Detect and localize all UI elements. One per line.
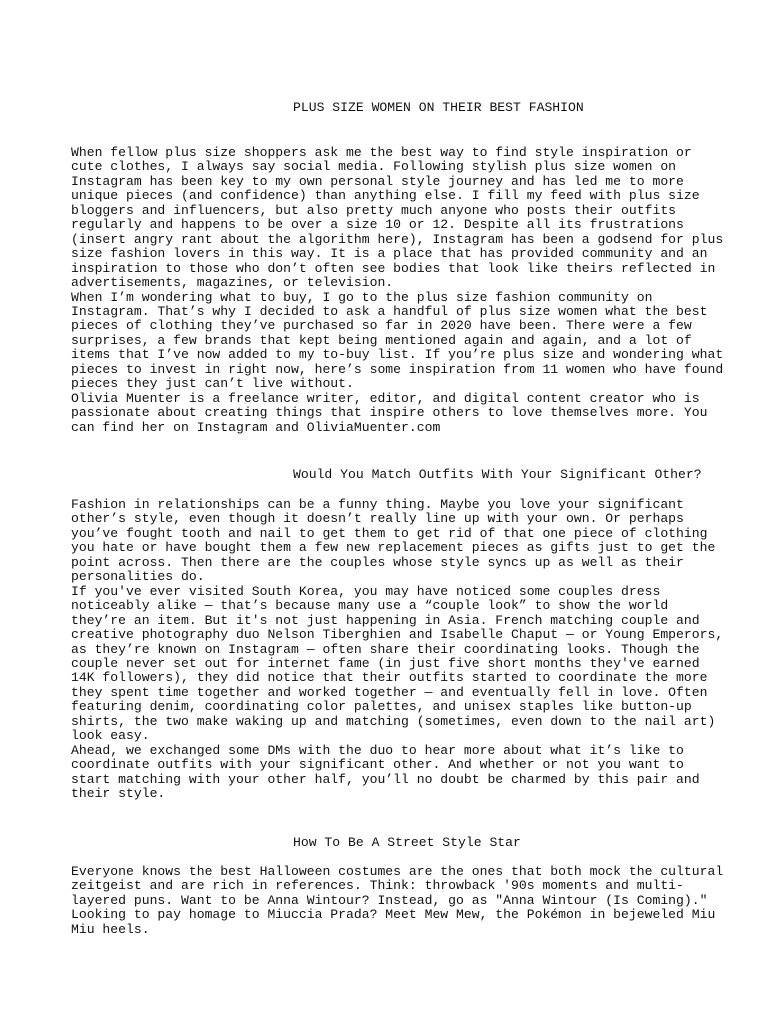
section-2-body <box>71 497 724 802</box>
section-2-paragraph-3: Ahead, we exchanged some DMs with the duo to hear more about what it’s like to coordinate outfits with your significant other. And whether or not you want to start matching with your other half, you’ll no doubt be charmed by this pair and their style. <box>71 742 700 802</box>
section-3-title: How To Be A Street Style Star <box>293 835 521 850</box>
section-3-paragraph-1: Everyone knows the best Halloween costumes are the ones that both mock the cultural zeitgeist and are rich in references. Think: throwback '90s moments and multi- layered puns. Want to be Anna Wintour? Instead, go as "Anna Wintour (Is Coming)." Looking to pay homage to Miuccia Prada? Meet Mew Mew, the Pokémon in bejeweled Miu Miu heels. <box>71 864 724 937</box>
section-2-title: Would You Match Outfits With Your Significant Other? <box>293 467 702 482</box>
section-1-paragraph-2: When I’m wondering what to buy, I go to the plus size fashion community on Instagram. That’s why I decided to ask a handful of plus size women what the best pieces of clothing they’ve purchased so far in 2020 have been. There were a few surprises, a few brands that kept being mentioned again and again, and a lot of items that I’ve now added to my to-buy list. If you’re plus size and wondering what pieces to invest in right now, here’s some inspiration from 11 women who have found pieces they just can’t live without. <box>71 289 724 392</box>
section-2-paragraph-2: If you've ever visited South Korea, you may have noticed some couples dress noticeably alike — that’s because many use a “couple look” to show the world they’re an item. But it's not just happening in Asia. French matching couple and creative photography duo Nelson Tiberghien and Isabelle Chaput — or Young Emperors, as they’re known on Instagram — often share their coordinating looks. Though the couple never set out for internet fame (in just five short months they've earned 14K followers), they did notice that their outfits started to coordinate the more they spent time together and worked together — and eventually fell in love. Often featuring denim, coordinating color palettes, and unisex staples like button-up shirts, the two make waking up and matching (sometimes, even down to the nail art) look easy. <box>71 583 724 744</box>
section-1-paragraph-3: Olivia Muenter is a freelance writer, editor, and digital content creator who is passionate about creating things that inspire others to love themselves more. You can find her on Instagram and OliviaMuenter.com <box>71 390 708 435</box>
section-1-title: PLUS SIZE WOMEN ON THEIR BEST FASHION <box>293 100 584 115</box>
section-1-paragraph-1: When fellow plus size shoppers ask me the best way to find style inspiration or cute clothes, I always say social media. Following stylish plus size women on Instagram has been key to my own personal style journey and has led me to more unique pieces (and confidence) than anything else. I fill my feed with plus size bloggers and influencers, but also pretty much anyone who posts their outfits regularly and happens to be over a size 10 or 12. Despite all its frustrations (insert angry rant about the algorithm here), Instagram has been a godsend for plus size fashion lovers in this way. It is a place that has provided community and an inspiration to those who don’t often see bodies that look like theirs reflected in advertisements, magazines, or television. <box>71 145 724 291</box>
section-1-body <box>71 145 724 435</box>
section-2-paragraph-1: Fashion in relationships can be a funny thing. Maybe you love your significant other’s style, even though it doesn’t really line up with your own. Or perhaps you’ve fought tooth and nail to get them to get rid of that one piece of clothing you hate or have bought them a few new replacement pieces as gifts just to get the point across. Then there are the couples whose style syncs up as well as their personalities do. <box>71 497 716 585</box>
section-3-body <box>71 864 724 937</box>
